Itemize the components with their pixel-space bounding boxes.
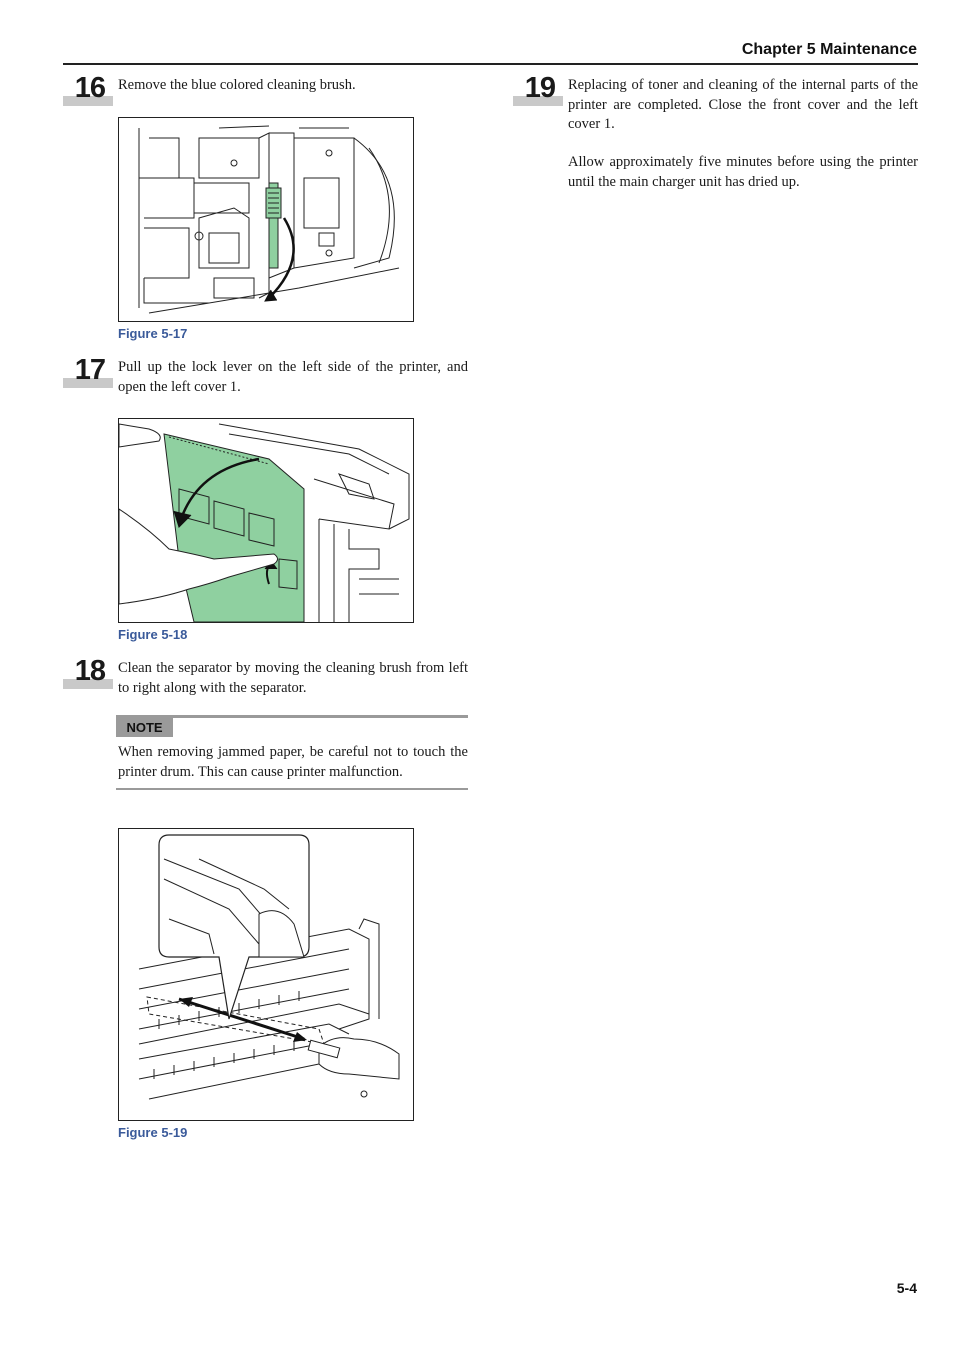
- brush-removal-drawing: [119, 118, 413, 321]
- cleaning-brush: [266, 183, 281, 268]
- figure-5-17-illustration: [118, 117, 414, 322]
- figure-5-19-caption: Figure 5-19: [118, 1125, 188, 1140]
- step-number-18: [63, 655, 113, 689]
- figure-5-18-illustration: [118, 418, 414, 623]
- note-bottom-rule: [116, 788, 468, 790]
- page-number: 5-4: [896, 1280, 917, 1296]
- step-17-text: Pull up the lock lever on the left side of the printer, and open the left cover 1.: [118, 359, 468, 395]
- step-number-17: [63, 354, 113, 388]
- step-16-text: Remove the blue colored cleaning brush.: [118, 77, 356, 93]
- step-number-16: [63, 72, 113, 106]
- step-number-digits: 19: [524, 72, 555, 104]
- header-rule: [63, 63, 918, 65]
- step-19-text-2: Allow approximately five minutes before using the printer until the main charger unit has dried up.: [568, 154, 918, 190]
- step-number-digits: 16: [74, 72, 105, 104]
- separator-cleaning-drawing: [119, 829, 413, 1120]
- left-cover-drawing: [119, 419, 413, 622]
- note-label: NOTE: [116, 718, 173, 737]
- note-text: When removing jammed paper, be careful not to touch the printer drum. This can cause printer malfunction.: [118, 744, 468, 780]
- figure-5-19-illustration: [118, 828, 414, 1121]
- step-number-digits: 17: [74, 354, 105, 386]
- left-cover: [164, 434, 304, 622]
- step-number-digits: 18: [74, 655, 105, 687]
- figure-5-18-caption: Figure 5-18: [118, 627, 188, 642]
- chapter-title: Chapter 5 Maintenance: [741, 41, 917, 58]
- step-19-text: Replacing of toner and cleaning of the internal parts of the printer are completed. Close the front cover and the left cover 1.: [568, 77, 918, 132]
- step-number-19: [513, 72, 563, 106]
- step-18-text: Clean the separator by moving the cleaning brush from left to right along with the separator.: [118, 660, 468, 696]
- figure-5-17-caption: Figure 5-17: [118, 326, 188, 341]
